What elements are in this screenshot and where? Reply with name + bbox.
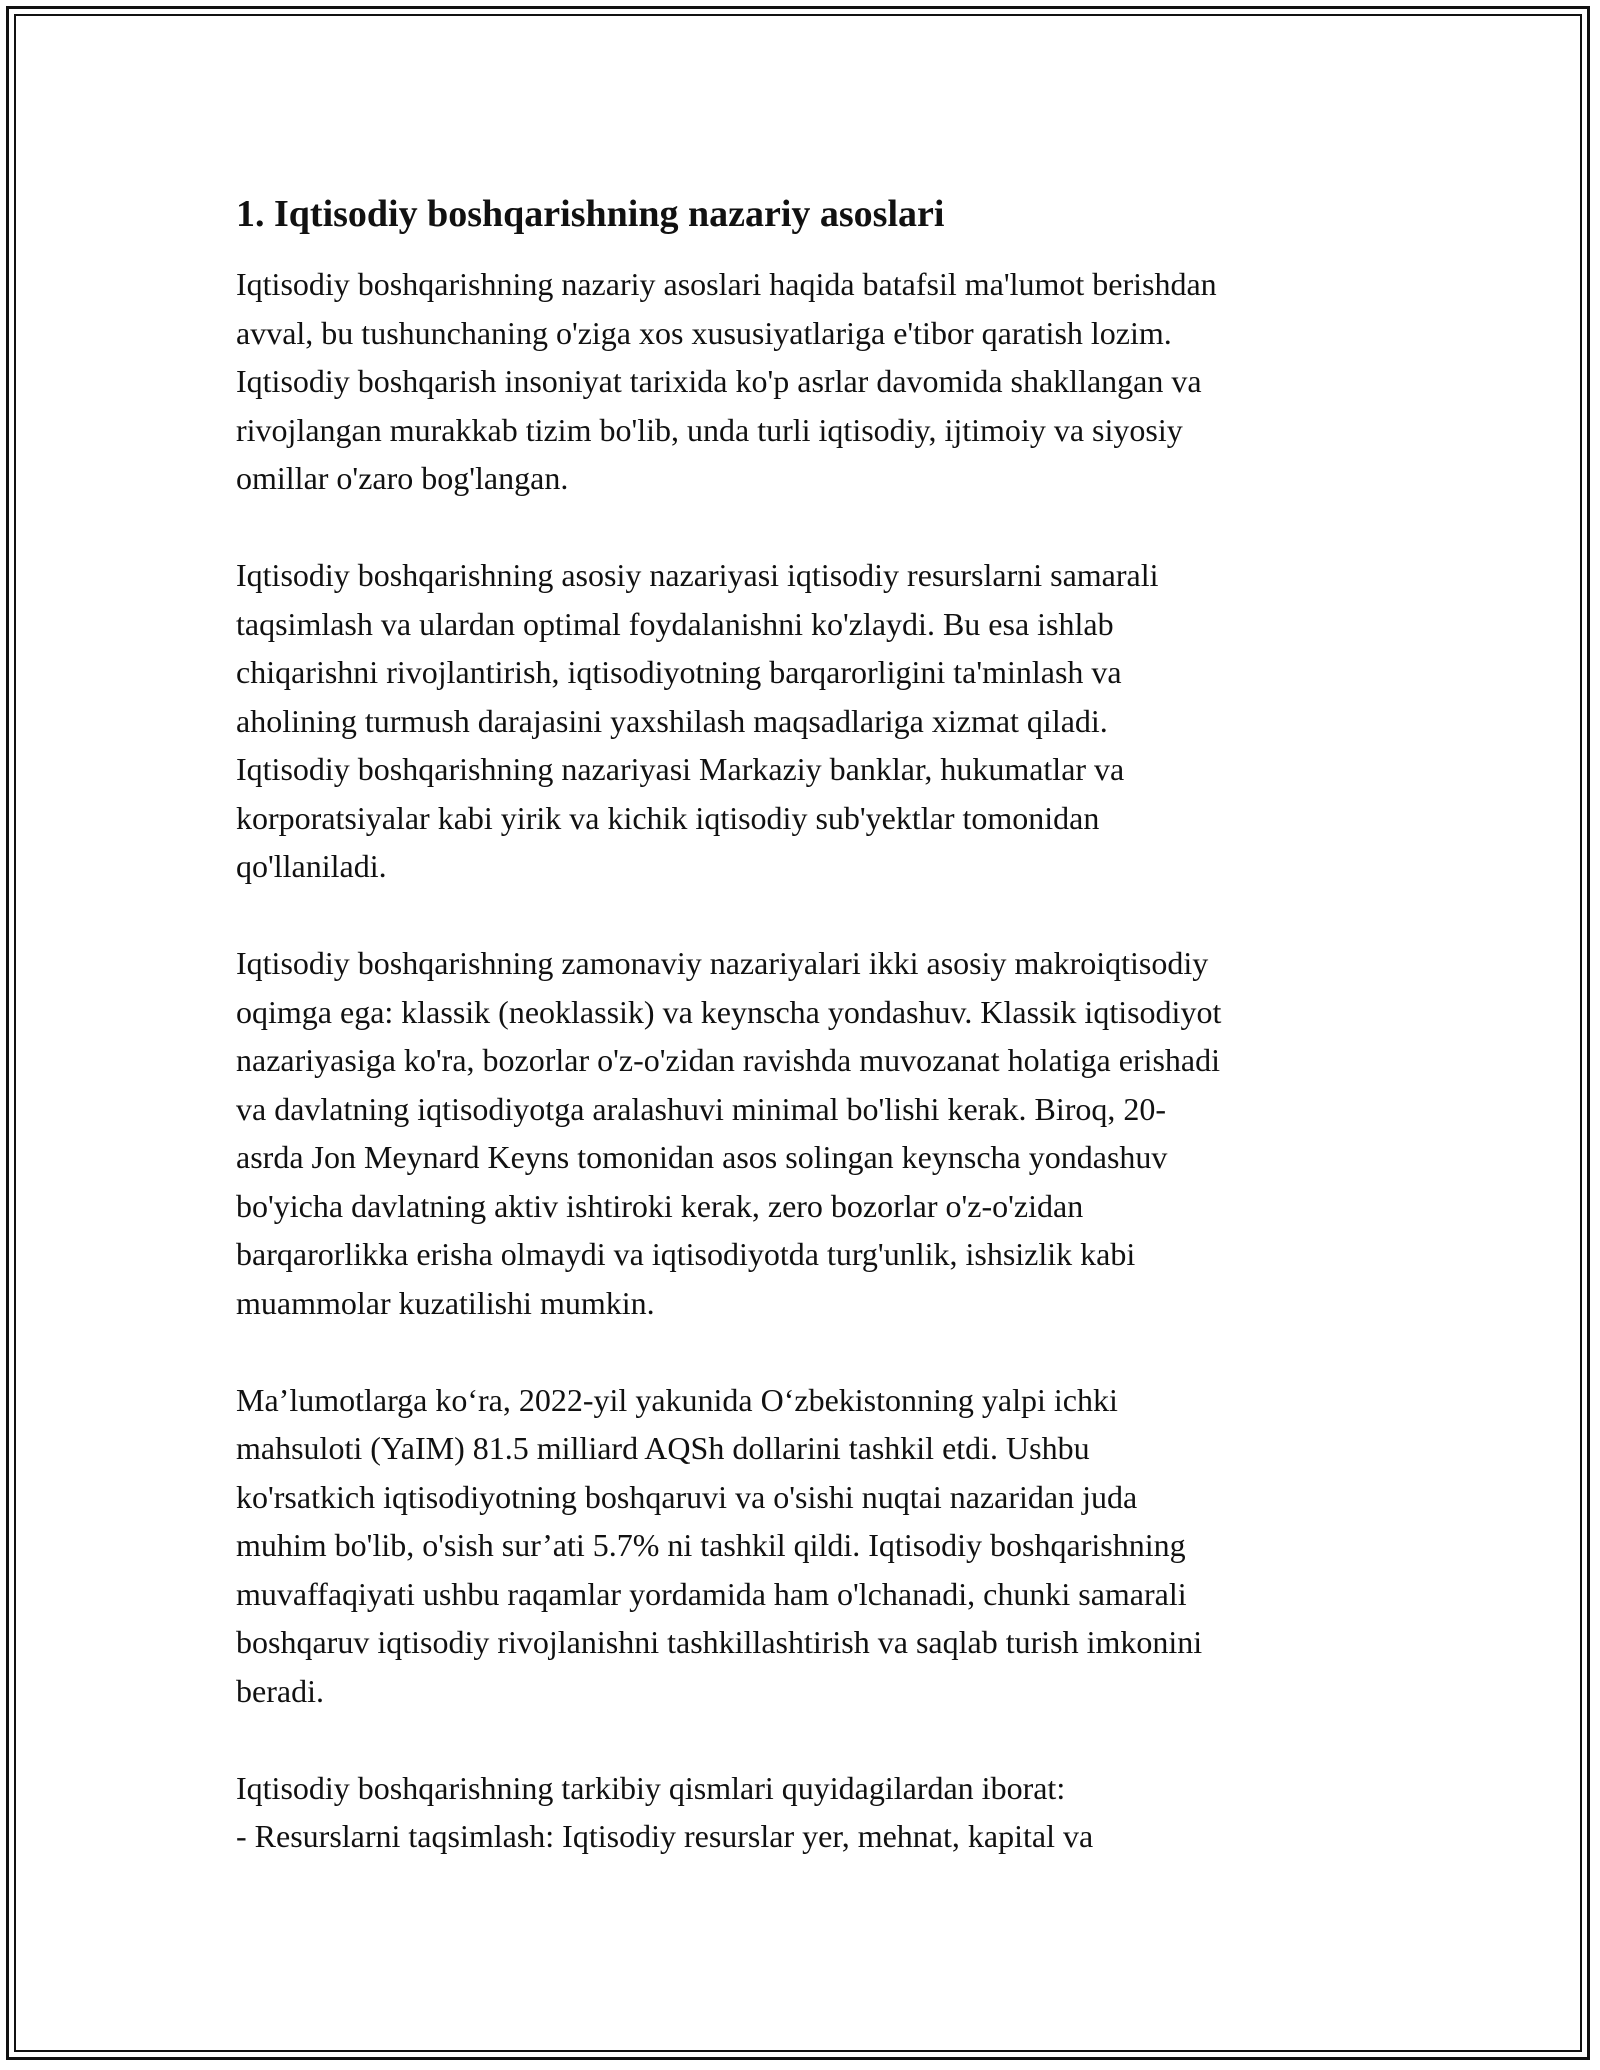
document-body <box>236 188 1366 1861</box>
list-intro: Iqtisodiy boshqarishning tarkibiy qismlari quyidagilardan iborat: <box>236 1769 1066 1806</box>
list-item: - Resurslarni taqsimlash: Iqtisodiy resurslar yer, mehnat, kapital va <box>236 1818 1094 1854</box>
paragraph-1: Iqtisodiy boshqarishning nazariy asoslari haqida batafsil ma'lumot berishdan avval, bu tushunchaning o'ziga xos xususiyatlariga e'tibor qaratish lozim. Iqtisodiy boshqarish insoniyat tarixida ko'p asrlar davomida shakllangan va rivojlangan murakkab tizim bo'lib, unda turli iqtisodiy, ijtimoiy va siyosiy omillar o'zaro bog'langan. <box>236 266 1217 496</box>
paragraph-2: Iqtisodiy boshqarishning asosiy nazariyasi iqtisodiy resurslarni samarali taqsimlash va ulardan optimal foydalanishni ko'zlaydi. Bu esa ishlab chiqarishni rivojlantirish, iqtisodiyotning barqarorligini ta'minlash va aholining turmush darajasini yaxshilash maqsadlariga xizmat qiladi. Iqtisodiy boshqarishning nazariyasi Markaziy banklar, hukumatlar va korporatsiyalar kabi yirik va kichik iqtisodiy sub'yektlar tomonidan qo'llaniladi. <box>236 557 1159 884</box>
paragraph-4: Ma’lumotlarga ko‘ra, 2022-yil yakunida O‘zbekistonning yalpi ichki mahsuloti (YaIM) 81.5 milliard AQSh dollarini tashkil etdi. Ushbu ko'rsatkich iqtisodiyotning boshqaruvi va o'sishi nuqtai nazaridan juda muhim bo'lib, o'sish sur’ati 5.7% ni tashkil qildi. Iqtisodiy boshqarishning muvaffaqiyati ushbu raqamlar yordamida ham o'lchanadi, chunki samarali boshqaruv iqtisodiy rivojlanishni tashkillashtirish va saqlab turish imkonini beradi. <box>236 1381 1203 1709</box>
paragraph-3: Iqtisodiy boshqarishning zamonaviy nazariyalari ikki asosiy makroiqtisodiy oqimga ega: klassik (neoklassik) va keynscha yondashuv. Klassik iqtisodiyot nazariyasiga ko'ra, bozorlar o'z-o'zidan ravishda muvozanat holatiga erishadi va davlatning iqtisodiyotga aralashuvi minimal bo'lishi kerak. Biroq, 20- asrda Jon Meynard Keyns tomonidan asos solingan keynscha yondashuv bo'yicha davlatning aktiv ishtiroki kerak, zero bozorlar o'z-o'zidan barqarorlikka erisha olmaydi va iqtisodiyotda turg'unlik, ishsizlik kabi muammolar kuzatilishi mumkin. <box>236 945 1222 1321</box>
section-heading: 1. Iqtisodiy boshqarishning nazariy asoslari <box>236 193 945 235</box>
